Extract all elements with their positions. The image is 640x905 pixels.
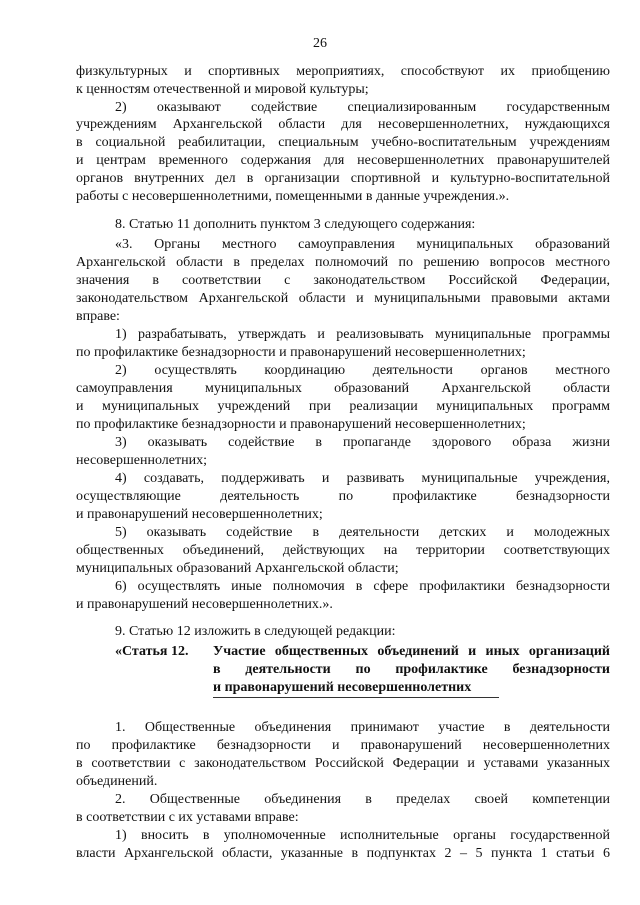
text-line: 2. Общественные объединения в пределах своей компетенции [115, 792, 610, 807]
text-line: Архангельской области в пределах полномочий по решению вопросов местного [76, 255, 610, 270]
text-line: к ценностям отечественной и мировой культуры; [76, 82, 369, 97]
text-line: органов внутренних дел в организации спортивной и культурно-воспитательной [76, 171, 610, 186]
text-line: власти Архангельской области, указанные в подпунктах 2 – 5 пункта 1 статьи 6 [76, 846, 610, 861]
text-line: в социальной реабилитации, специальным учебно-воспитательным учреждениям [76, 135, 610, 150]
text-line: законодательством Архангельской области и муниципальными правовыми актами [76, 291, 610, 306]
text-line: 2) оказывают содействие специализированным государственным [115, 100, 610, 115]
text-line: и муниципальных учреждений при реализации муниципальных программ [76, 399, 610, 414]
text-line: по профилактике безнадзорности и правонарушений несовершеннолетних; [76, 417, 526, 432]
text-line: 4) создавать, поддерживать и развивать муниципальные учреждения, [115, 471, 610, 486]
text-line: 1) вносить в уполномоченные исполнительные органы государственной [115, 828, 610, 843]
text-line: и центрам временного содержания для несовершеннолетних правонарушителей [76, 153, 610, 168]
article-heading-label: «Статья 12. [115, 644, 189, 659]
text-line: несовершеннолетних; [76, 453, 207, 468]
text-line: объединений. [76, 774, 158, 789]
text-line: 1) разрабатывать, утверждать и реализовывать муниципальные программы [115, 327, 610, 342]
page-number: 26 [313, 36, 327, 51]
text-line: в соответствии с их уставами вправе: [76, 810, 299, 825]
article-heading-line: Участие общественных объединений и иных организаций [213, 644, 610, 659]
text-line: 8. Статью 11 дополнить пунктом 3 следующего содержания: [115, 217, 476, 232]
text-line: 5) оказывать содействие в деятельности детских и молодежных [115, 525, 610, 540]
text-line: по профилактике безнадзорности и правонарушений несовершеннолетних [76, 738, 610, 753]
article-heading-line: в деятельности по профилактике безнадзорности [213, 662, 610, 677]
text-line: значения в соответствии с законодательством Российской Федерации, [76, 273, 610, 288]
text-line: по профилактике безнадзорности и правонарушений несовершеннолетних; [76, 345, 526, 360]
text-line: самоуправления муниципальных образований Архангельской области [76, 381, 610, 396]
text-line: вправе: [76, 309, 120, 324]
text-line: работы с несовершеннолетними, помещенными в данные учреждения.». [76, 189, 510, 204]
text-line: «3. Органы местного самоуправления муниципальных образований [115, 237, 610, 252]
text-line: осуществляющие деятельность по профилактике безнадзорности [76, 489, 610, 504]
text-line: в соответствии с законодательством Российской Федерации и уставами указанных [76, 756, 610, 771]
heading-underline [213, 697, 499, 698]
text-line: и правонарушений несовершеннолетних.». [76, 597, 333, 612]
text-line: муниципальных образований Архангельской области; [76, 561, 399, 576]
text-line: учреждениям Архангельской области для несовершеннолетних, нуждающихся [76, 117, 610, 132]
text-line: 6) осуществлять иные полномочия в сфере профилактики безнадзорности [115, 579, 610, 594]
text-line: 1. Общественные объединения принимают участие в деятельности [115, 720, 610, 735]
text-line: 9. Статью 12 изложить в следующей редакции: [115, 624, 396, 639]
text-line: 3) оказывать содействие в пропаганде здорового образа жизни [115, 435, 610, 450]
text-line: общественных объединений, действующих на территории соответствующих [76, 543, 610, 558]
text-line: физкультурных и спортивных мероприятиях, способствуют их приобщению [76, 64, 610, 79]
article-heading-line: и правонарушений несовершеннолетних [213, 680, 472, 695]
text-line: и правонарушений несовершеннолетних; [76, 507, 323, 522]
text-line: 2) осуществлять координацию деятельности органов местного [115, 363, 610, 378]
